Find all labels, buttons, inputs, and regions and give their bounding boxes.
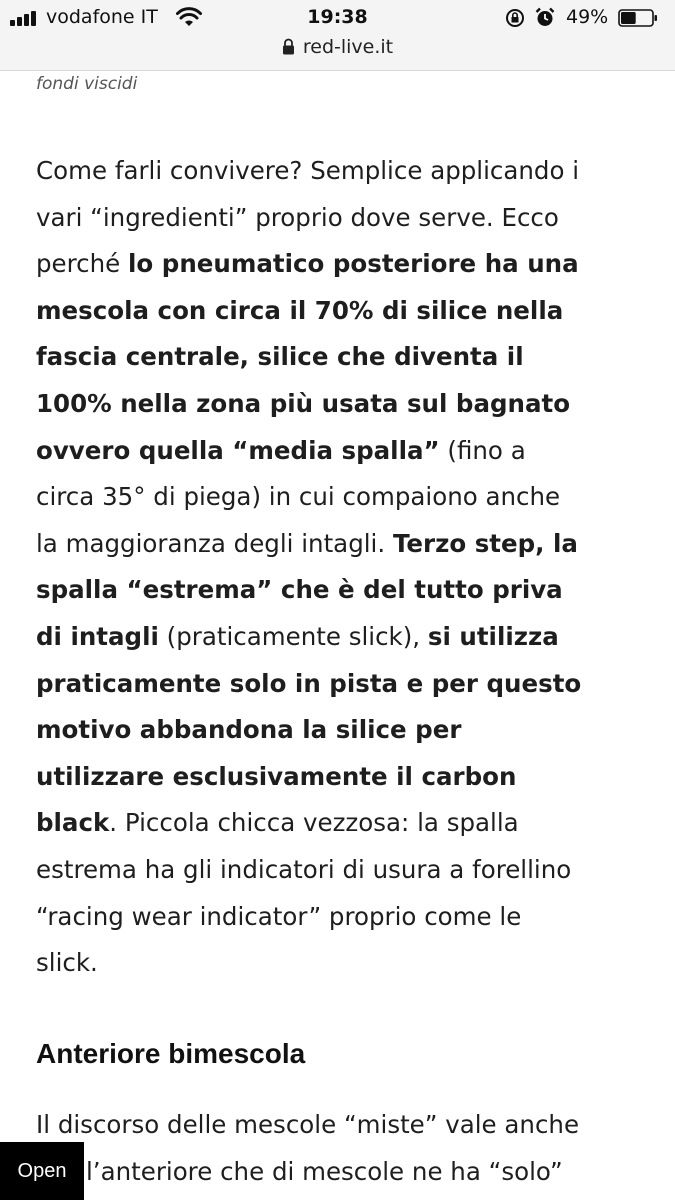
browser-top-bar	[0, 0, 675, 71]
carrier-name: vodafone IT	[46, 6, 158, 28]
battery-icon	[618, 9, 658, 27]
open-button[interactable]: Open	[0, 1142, 84, 1200]
address-bar[interactable]	[0, 36, 675, 66]
image-caption: fondi viscidi	[36, 74, 138, 94]
alarm-icon	[535, 7, 555, 28]
rotation-lock-icon	[505, 8, 525, 28]
battery-percentage: 49%	[566, 6, 609, 28]
status-time: 19:38	[307, 6, 368, 28]
article-paragraph-2: Il discorso delle mescole “miste” vale anche l’anteriore che di mescole ne ha “solo”	[36, 1110, 580, 1186]
lock-icon	[282, 38, 295, 55]
section-heading: Anteriore bimescola	[36, 1038, 306, 1069]
status-bar	[0, 0, 675, 36]
address-bar-url: red-live.it	[302, 36, 394, 58]
article-paragraph: Come farli convivere? Semplice applicando i vari “ingredienti” proprio dove serve. Ecco perché lo pneumatico posteriore ha una mescola con circa il 70% di silice nella fascia centrale, silice che diventa il 100% nella zona più usata sul bagnato ovvero quella “media spalla” (fino a circa 35° di piega) in cui compaiono anche la maggioranza degli intagli. Terzo step, la spalla “estrema” che è del tutto priva di intagli (praticamente slick), si utilizza praticamente solo in pista e per questo motivo abbandona la silice per utilizzare esclusivamente il carbon black. Piccola chicca vezzosa: la spalla estrema ha gli indicatori di usura a forellino “racing wear indicator” proprio come le slick.	[36, 156, 582, 978]
